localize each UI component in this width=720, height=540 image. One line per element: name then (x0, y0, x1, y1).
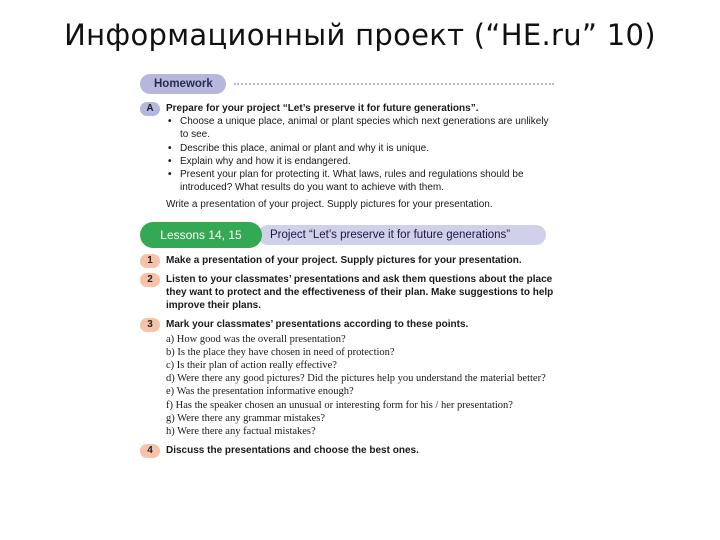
assessment-point: d) Were there any good pictures? Did the pictures help you understand the material better? (166, 373, 546, 385)
task-1 (138, 254, 558, 267)
assessment-point: b) Is the place they have chosen in need of protection? (166, 346, 395, 358)
task-text: Mark your classmates’ presentations according to these points. (166, 319, 469, 331)
textbook-page (138, 72, 558, 457)
task-text: Listen to your classmates’ presentations and ask them questions about the place they want to protect and the effectiveness of their plan. Make suggestions to help improve their plans. (166, 273, 554, 312)
task-2 (138, 273, 558, 313)
task-number-badge: 3 (140, 318, 160, 332)
project-title: Project “Let’s preserve it for future generations” (270, 228, 511, 241)
section-a-closing: Write a presentation of your project. Supply pictures for your presentation. (166, 199, 493, 211)
bullet-item: • Explain why and how it is endangered. (180, 155, 558, 168)
lessons-banner (138, 222, 558, 248)
section-a-badge: A (140, 102, 160, 116)
dotted-divider (234, 83, 554, 85)
lessons-label: Lessons 14, 15 (140, 222, 262, 248)
assessment-point: c) Is their plan of action really effective? (166, 360, 337, 372)
assessment-point: h) Were there any factual mistakes? (166, 426, 316, 438)
bullet-item: • Present your plan for protecting it. What laws, rules and regulations should be introduced? What results do you want to achieve with them. (180, 168, 558, 194)
slide-title: Информационный проект (“HE.ru” 10) (64, 18, 656, 52)
homework-label: Homework (140, 74, 226, 94)
section-a-bullets (166, 115, 558, 194)
bullet-item: • Choose a unique place, animal or plant species which next generations are unlikely to see. (180, 115, 558, 141)
task-number-badge: 1 (140, 254, 160, 268)
assessment-point: a) How good was the overall presentation? (166, 333, 346, 345)
assessment-point: f) Has the speaker chosen an unusual or interesting form for his / her presentation? (166, 399, 513, 411)
task-3 (138, 318, 558, 438)
assessment-point: g) Were there any grammar mistakes? (166, 412, 326, 424)
task-number-badge: 4 (140, 444, 160, 458)
task-text: Discuss the presentations and choose the best ones. (166, 445, 419, 457)
assessment-points (166, 333, 558, 439)
assessment-point: e) Was the presentation informative enough? (166, 386, 354, 398)
task-number-badge: 2 (140, 273, 160, 287)
section-a-heading: Prepare for your project “Let’s preserve it for future generations”. (166, 103, 479, 114)
task-4 (138, 444, 558, 457)
homework-section-a (138, 102, 558, 212)
homework-header (138, 72, 558, 96)
bullet-item: • Describe this place, animal or plant and why it is unique. (180, 142, 558, 155)
task-text: Make a presentation of your project. Supply pictures for your presentation. (166, 254, 522, 266)
